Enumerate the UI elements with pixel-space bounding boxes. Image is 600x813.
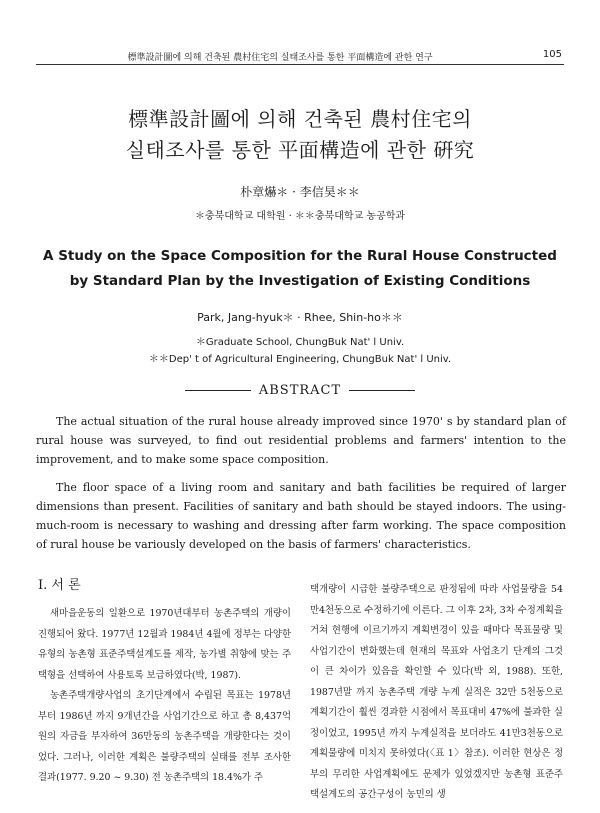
korean-title-line-2: 실태조사를 통한 平面構造에 관한 硏究	[125, 138, 475, 162]
english-title-line-1: A Study on the Space Composition for the Rural House Constructed	[43, 248, 557, 264]
body-paragraph: 새마을운동의 일환으로 1970년대부터 농촌주택의 개량이 진행되어 왔다. 1977년 12월과 1984년 4월에 정부는 다양한 유형의 농촌형 표준주택설계도를 제작, 농가별 취향에 맞는 주택형을 선택하여 사용토록 보급하였다(박, 1987).	[38, 608, 291, 681]
body-paragraph: 택개량이 시급한 불량주택으로 판정됨에 따라 사업물량을 54만4천동으로 수정하기에 이른다. 그 이후 2차, 3차 수정계획을 거쳐 현행에 이르기까지 계획변경이 있을 때마다 목표물량 및 사업기간이 변화했는데 현재의 목표와 사업초기 단계의 그것이 큰 차이가 있음을 확인할 수 있다(박 외, 1988). 또한, 1987년말 까지 농촌주택 개량 누계 실적은 32만 5천동으로 계획기간이 훨씬 경과한 시점에서 목표대비 47%에 불과한 실정이었고, 1995년 까지 누계실적을 보더라도 41만3천동으로 계획물량에 미치지 못하였다(〈표 1〉참조). 이러한 현상은 정부의 무리한 사업계획에도 문제가 있었겠지만 농촌형 표준주택설계도의 공간구성이 농민의 생	[310, 584, 564, 800]
body-column-left	[38, 604, 291, 789]
abstract-paragraph-2: The floor space of a living room and sanitary and bath facilities be required of larger dimensions than present. Facilities of sanitary and bath should be stayed indoors. The using-much-room is necessary to washing and dressing after farm working. The space composition of rural house be variously developed on the basis of farmers' characteristics.	[36, 481, 566, 551]
abstract-body	[36, 412, 566, 563]
english-affiliation-2: ＊＊Dep' t of Agricultural Engineering, ChungBuk Nat' l Univ.	[148, 354, 452, 365]
running-header	[36, 48, 564, 65]
abstract-heading-text: ABSTRACT	[258, 383, 342, 398]
abstract-rule-left	[185, 390, 251, 391]
running-title: 標準設計圖에 의해 건축된 農村住宅의 실태조사를 통한 平面構造에 관한 연구	[127, 53, 433, 63]
english-authors: Park, Jang-hyuk＊ · Rhee, Shin-ho＊＊	[197, 311, 403, 324]
english-title-line-2: by Standard Plan by the Investigation of Existing Conditions	[69, 273, 531, 289]
body-column-right	[310, 580, 563, 806]
page-number: 105	[542, 49, 562, 60]
body-paragraph: 농촌주택개량사업의 초기단계에서 수립된 목표는 1978년 부터 1986년 까지 9개년간을 사업기간으로 하고 총 8,437억원의 자금을 부자하여 36만동의 농촌주택을 개량한다는 것이었다. 그러나, 이러한 계획은 불량주택의 실태를 전부 조사한 결과(1977. 9.20 ~ 9.30) 전 농촌주택의 18.4%가 주	[38, 690, 291, 783]
english-affiliation-1: ＊Graduate School, ChungBuk Nat' l Univ.	[195, 337, 405, 348]
korean-affiliations: ＊충북대학교 대학원 · ＊＊충북대학교 농공학과	[194, 211, 406, 222]
abstract-paragraph-1: The actual situation of the rural house already improved since 1970' s by standard plan of rural house was surveyed, to find out residential problems and farmers' intention to the improvement, and to make some space composition.	[36, 415, 566, 466]
english-affiliations	[0, 334, 600, 368]
section-heading-introduction: Ⅰ. 서 론	[38, 578, 81, 593]
korean-authors: 朴章爀＊ · 李信昊＊＊	[240, 185, 360, 199]
english-title	[0, 244, 600, 294]
korean-title	[0, 104, 600, 166]
abstract-rule-right	[349, 390, 415, 391]
abstract-heading	[0, 383, 600, 398]
korean-title-line-1: 標準設計圖에 의해 건축된 農村住宅의	[128, 107, 472, 131]
